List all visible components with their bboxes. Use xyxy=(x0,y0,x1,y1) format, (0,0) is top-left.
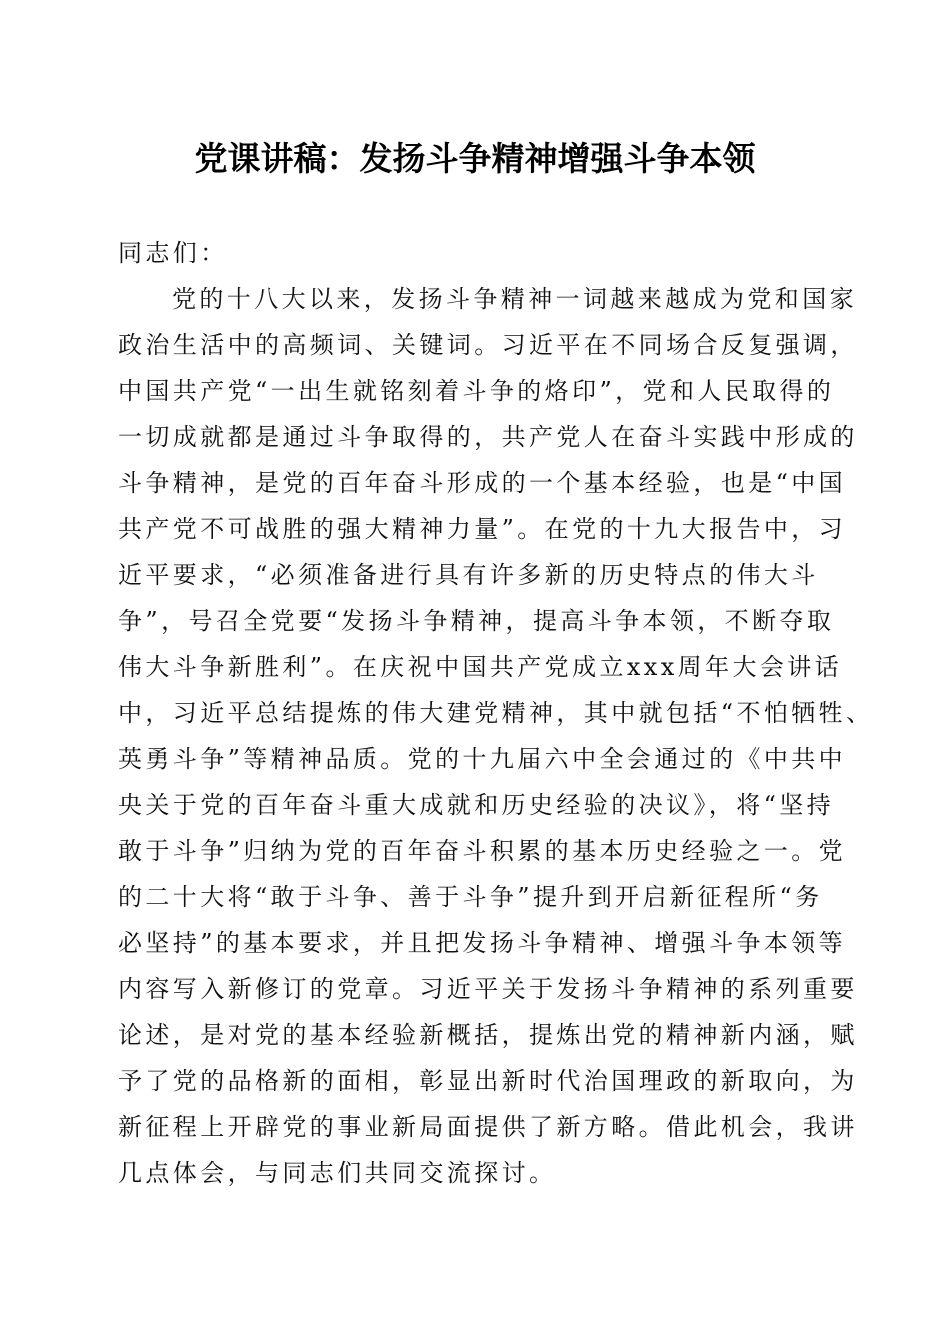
paragraph-line: 的二十大将“敢于斗争、善于斗争”提升到开启新征程所“务 xyxy=(118,883,823,911)
paragraph-line: 伟大斗争新胜利”。在庆祝中国共产党成立xxx周年大会讲话 xyxy=(118,653,843,681)
paragraph-line: 敢于斗争”归纳为党的百年奋斗积累的基本历史经验之一。党 xyxy=(118,837,847,865)
paragraph-line: 斗争精神，是党的百年奋斗形成的一个基本经验，也是“中国 xyxy=(118,469,847,497)
paragraph-line: 共产党不可战胜的强大精神力量”。在党的十九大报告中，习 xyxy=(118,515,847,543)
paragraph-line: 予了党的品格新的面相，彰显出新时代治国理政的新取向，为 xyxy=(118,1067,858,1095)
paragraph-line: 内容写入新修订的党章。习近平关于发扬斗争精神的系列重要 xyxy=(118,975,858,1003)
document-body xyxy=(118,230,874,1196)
paragraph-line: 必坚持”的基本要求，并且把发扬斗争精神、增强斗争本领等 xyxy=(118,929,847,957)
paragraph-line: 中，习近平总结提炼的伟大建党精神，其中就包括“不怕牺牲、 xyxy=(118,699,874,727)
paragraph-line: 政治生活中的高频词、关键词。习近平在不同场合反复强调， xyxy=(118,331,858,359)
paragraph-line: 英勇斗争”等精神品质。党的十九届六中全会通过的《中共中 xyxy=(118,745,847,773)
paragraph-line: 一切成就都是通过斗争取得的，共产党人在奋斗实践中形成的 xyxy=(118,423,858,451)
paragraph-line: 中国共产党“一出生就铭刻着斗争的烙印”，党和人民取得的 xyxy=(118,377,835,405)
paragraph-line: 争”，号召全党要“发扬斗争精神，提高斗争本领，不断夺取 xyxy=(118,607,835,635)
paragraph-line: 新征程上开辟党的事业新局面提供了新方略。借此机会，我讲 xyxy=(118,1113,858,1141)
salutation: 同志们： xyxy=(118,239,228,267)
paragraph-line: 论述，是对党的基本经验新概括，提炼出党的精神新内涵，赋 xyxy=(118,1021,858,1049)
paragraph-line: 央关于党的百年奋斗重大成就和历史经验的决议》，将“坚持 xyxy=(118,791,835,819)
document-title: 党课讲稿：发扬斗争精神增强斗争本领 xyxy=(194,139,756,178)
paragraph-line: 近平要求，“必须准备进行具有许多新的历史特点的伟大斗 xyxy=(118,561,819,589)
paragraph-line: 党的十八大以来，发扬斗争精神一词越来越成为党和国家 xyxy=(172,285,857,313)
paragraph-line: 几点体会，与同志们共同交流探讨。 xyxy=(118,1159,557,1187)
